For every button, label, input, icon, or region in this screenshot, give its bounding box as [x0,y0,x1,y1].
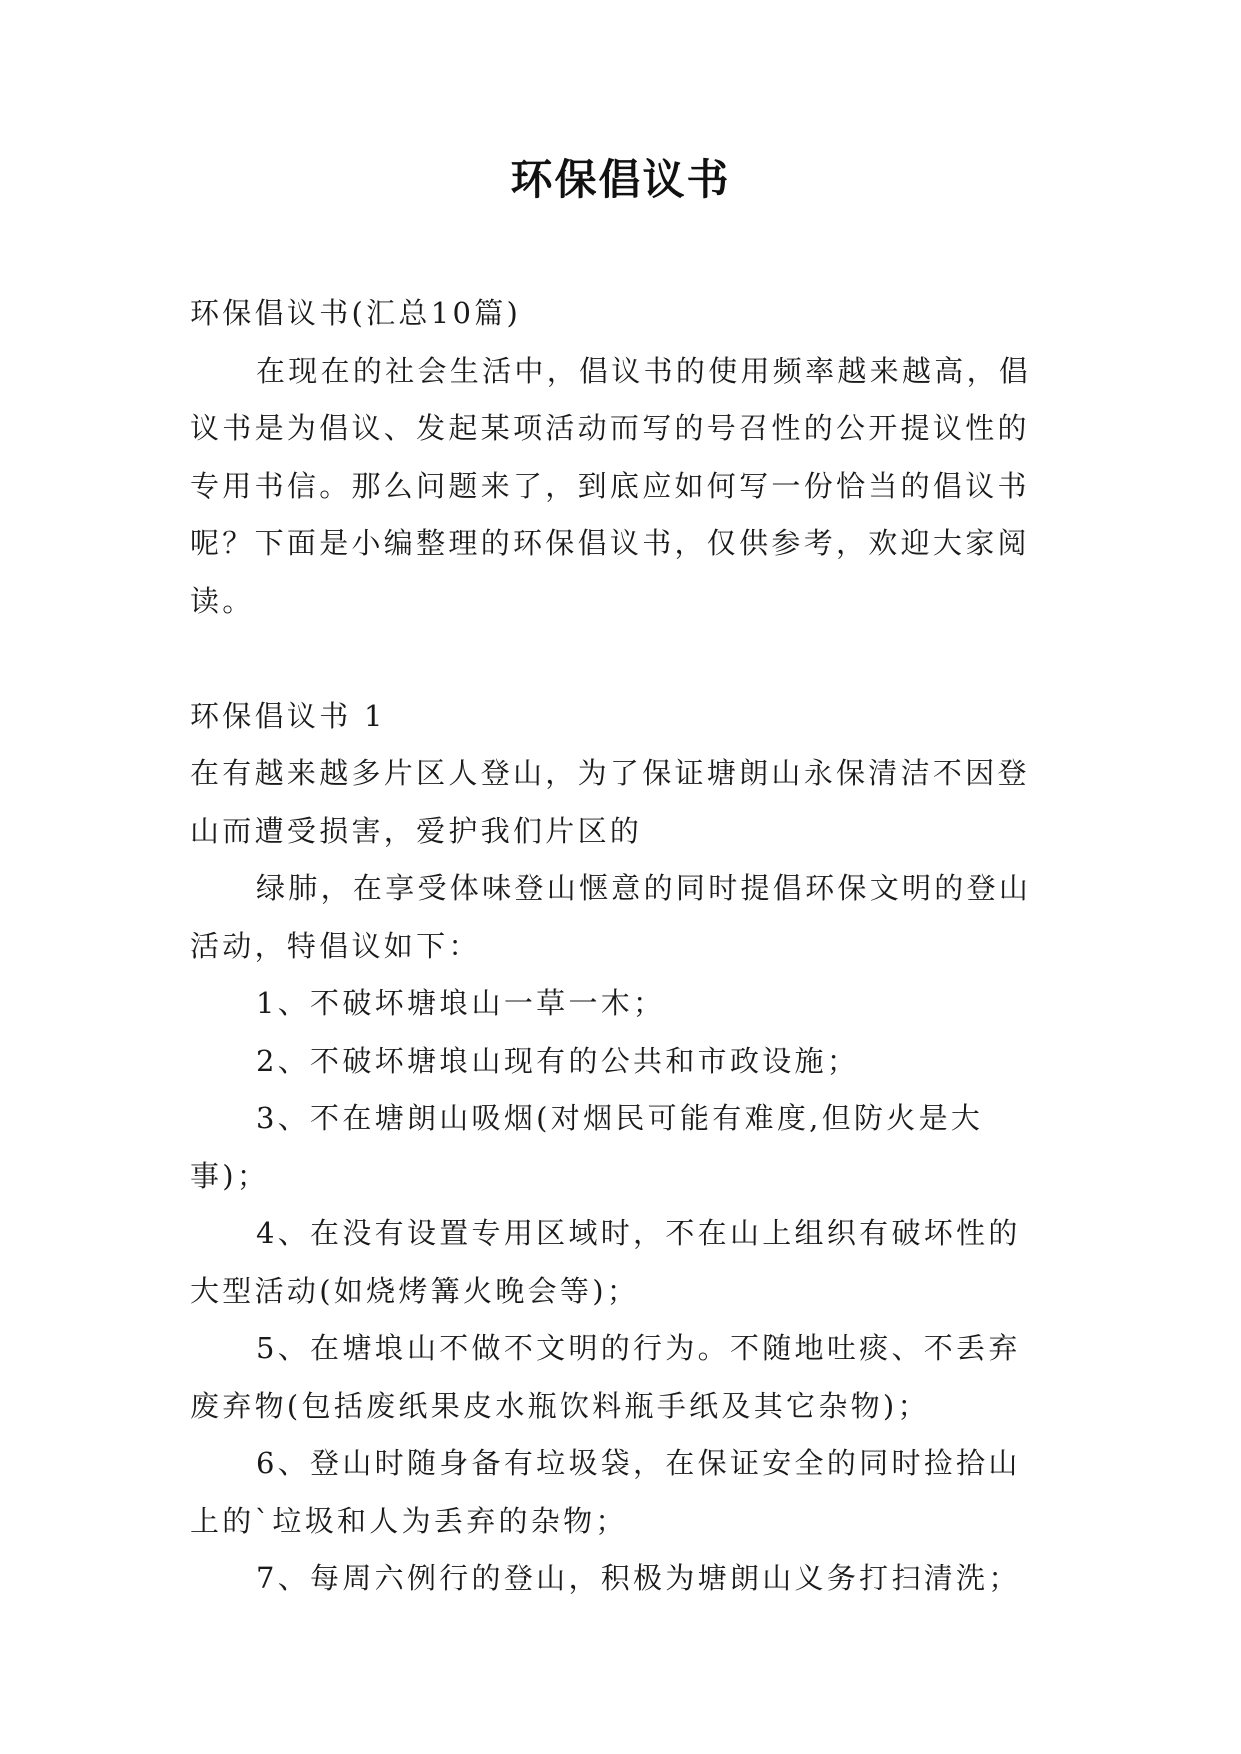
list-item: 5、在塘埌山不做不文明的行为。不随地吐痰、不丢弃废弃物(包括废纸果皮水瓶饮料瓶手纸及其它杂物)； [190,1331,1021,1423]
document-title: 环保倡议书 [510,155,731,204]
list-item: 7、每周六例行的登山，积极为塘朗山义务打扫清洗； [256,1561,1021,1595]
section-paragraph-2: 绿肺，在享受体味登山惬意的同时提倡环保文明的登山活动，特倡议如下： [190,871,1032,963]
document-subtitle: 环保倡议书(汇总10篇) [190,296,522,330]
list-item: 3、不在塘朗山吸烟(对烟民可能有难度,但防火是大事)； [190,1101,984,1193]
paragraph-spacer [190,630,1050,688]
list-item: 1、不破坏塘埌山一草一木； [256,986,666,1020]
document-body [190,285,1050,1608]
section-paragraph-1: 在有越来越多片区人登山，为了保证塘朗山永保清洁不因登山而遭受损害，爱护我们片区的 [190,756,1030,848]
list-item: 2、不破坏塘埌山现有的公共和市政设施； [256,1043,860,1078]
intro-paragraph: 在现在的社会生活中，倡议书的使用频率越来越高，倡议书是为倡议、发起某项活动而写的号召性的公开提议性的专用书信。那么问题来了，到底应如何写一份恰当的倡议书呢？下面是小编整理的环保倡议书，仅供参考，欢迎大家阅读。 [190,353,1032,618]
list-item: 6、登山时随身备有垃圾袋，在保证安全的同时捡拾山上的`垃圾和人为丢弃的杂物； [190,1446,1021,1538]
list-item: 4、在没有设置专用区域时，不在山上组织有破坏性的大型活动(如烧烤篝火晚会等)； [190,1216,1021,1308]
section-heading: 环保倡议书 1 [190,698,386,733]
